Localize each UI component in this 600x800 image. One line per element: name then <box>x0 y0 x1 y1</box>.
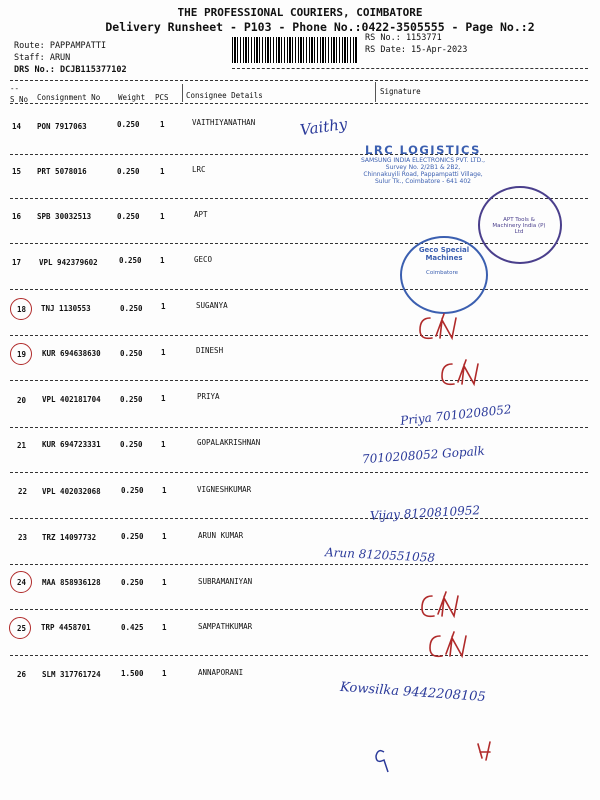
col-sno: S No <box>10 95 29 104</box>
row-pcs: 1 <box>162 486 167 495</box>
row-consignment: VPL 402032068 <box>42 487 101 496</box>
row-consignee: GOPALAKRISHNAN <box>197 438 261 447</box>
row-consignee: VIGNESHKUMAR <box>197 485 252 494</box>
runsheet-subtitle: Delivery Runsheet - P103 - Phone No.:0422-3505555 - Page No.:2 <box>105 20 535 34</box>
col-signature: Signature <box>380 87 421 96</box>
staff-label: Staff: ARUN <box>14 53 71 63</box>
signature-row-20: Priya 7010208052 <box>399 402 513 428</box>
row-sno: 20 <box>17 396 27 405</box>
col-pcs: PCS <box>155 93 169 102</box>
row-pcs: 1 <box>161 348 166 357</box>
pen-mark <box>478 742 490 760</box>
row-weight: 0.250 <box>121 486 144 495</box>
lrc-stamp-line: Chinnakuyili Road, Pappampatti Village, <box>363 171 483 178</box>
row-weight: 0.250 <box>119 256 142 265</box>
row-consignee: GECO <box>194 255 213 264</box>
row-weight: 0.250 <box>120 395 143 404</box>
row-weight: 0.250 <box>121 578 144 587</box>
cn-scribble <box>430 632 466 656</box>
signature-row-14: Vaithy <box>298 114 349 140</box>
row-consignee: SUGANYA <box>196 301 228 310</box>
col-weight: Weight <box>118 93 146 102</box>
row-consignment: TRZ 14097732 <box>42 533 97 542</box>
row-weight: 0.250 <box>120 349 143 358</box>
signature-row-26: Kowsilka 9442208105 <box>339 679 487 706</box>
row-consignment: SPB 30032513 <box>37 212 92 221</box>
signature-row-22: Vijay 8120810952 <box>369 503 481 523</box>
cn-scribble <box>420 314 456 338</box>
row-sno: 17 <box>12 258 22 267</box>
row-pcs: 1 <box>160 167 165 176</box>
row-consignment: VPL 402181704 <box>42 395 101 404</box>
row-consignment: SLM 317761724 <box>42 670 101 679</box>
row-consignee: DINESH <box>196 346 224 355</box>
row-weight: 0.250 <box>120 304 143 313</box>
row-consignment: PRT 5078016 <box>37 167 87 176</box>
dash-mark: -- <box>10 84 20 93</box>
row-consignment: VPL 942379602 <box>39 258 98 267</box>
row-pcs: 1 <box>160 212 165 221</box>
row-pcs: 1 <box>162 532 167 541</box>
row-pcs: 1 <box>162 623 167 632</box>
row-consignee: LRC <box>192 165 206 174</box>
col-details: Consignee Details <box>186 91 263 100</box>
signature-row-23: Arun 8120551058 <box>324 545 436 565</box>
lrc-stamp-line: SAMSUNG INDIA ELECTRONICS PVT. LTD., <box>360 157 486 164</box>
row-consignee: ARUN KUMAR <box>198 531 244 540</box>
row-pcs: 1 <box>161 302 166 311</box>
row-weight: 0.250 <box>117 212 140 221</box>
row-pcs: 1 <box>161 394 166 403</box>
row-consignee: APT <box>194 210 208 219</box>
row-sno: 24 <box>17 578 27 587</box>
row-weight: 0.250 <box>117 120 140 129</box>
lrc-stamp-line: Survey No. 2/2B1 & 2B2, <box>385 164 461 171</box>
row-pcs: 1 <box>161 440 166 449</box>
row-consignee: SUBRAMANIYAN <box>198 577 253 586</box>
row-pcs: 1 <box>160 256 165 265</box>
rs-number: RS No.: 1153771 <box>365 33 442 43</box>
row-sno: 23 <box>18 533 28 542</box>
row-sno: 16 <box>12 212 22 221</box>
geco-stamp-text: Geco Special Machines <box>418 246 470 262</box>
row-sno: 22 <box>18 487 28 496</box>
row-sno: 18 <box>17 305 27 314</box>
col-consignment: Consignment No <box>37 93 101 102</box>
row-consignee: VAITHIYANATHAN <box>192 118 256 127</box>
signature-row-21: 7010208052 Gopalk <box>361 443 486 467</box>
row-weight: 0.250 <box>120 440 143 449</box>
row-consignee: SAMPATHKUMAR <box>198 622 253 631</box>
pen-mark <box>376 751 388 772</box>
row-pcs: 1 <box>162 669 167 678</box>
row-consignment: TNJ 1130553 <box>41 304 91 313</box>
row-consignment: PON 7917063 <box>37 122 87 131</box>
row-sno: 21 <box>17 441 27 450</box>
row-consignment: KUR 694638630 <box>42 349 101 358</box>
drs-number: DRS No.: DCJB115377102 <box>14 65 127 75</box>
row-weight: 0.250 <box>121 532 144 541</box>
row-sno: 26 <box>17 670 27 679</box>
apt-stamp-text: APT Tools & Machinery India (P) Ltd <box>492 217 546 235</box>
row-consignment: TRP 4458701 <box>41 623 91 632</box>
row-consignee: ANNAPORANI <box>198 668 244 677</box>
row-weight: 0.250 <box>117 167 140 176</box>
row-sno: 25 <box>17 624 27 633</box>
cn-scribble <box>442 360 478 384</box>
company-title: THE PROFESSIONAL COURIERS, COIMBATORE <box>177 6 423 19</box>
row-sno: 15 <box>12 167 22 176</box>
route-label: Route: PAPPAMPATTI <box>14 41 107 51</box>
row-sno: 14 <box>12 122 22 131</box>
row-consignee: PRIYA <box>197 392 220 401</box>
lrc-stamp-title: LRC LOGISTICS <box>365 143 481 157</box>
row-consignment: KUR 694723331 <box>42 440 101 449</box>
row-weight: 0.425 <box>121 623 144 632</box>
row-weight: 1.500 <box>121 669 144 678</box>
row-sno: 19 <box>17 350 27 359</box>
rs-date: RS Date: 15-Apr-2023 <box>365 45 468 55</box>
row-consignment: MAA 858936128 <box>42 578 101 587</box>
cn-scribble <box>422 592 458 616</box>
lrc-stamp-line: Sulur Tk., Coimbatore - 641 402 <box>374 178 471 185</box>
row-pcs: 1 <box>160 120 165 129</box>
row-pcs: 1 <box>162 578 167 587</box>
geco-stamp-city: Coimbatore <box>426 270 458 276</box>
